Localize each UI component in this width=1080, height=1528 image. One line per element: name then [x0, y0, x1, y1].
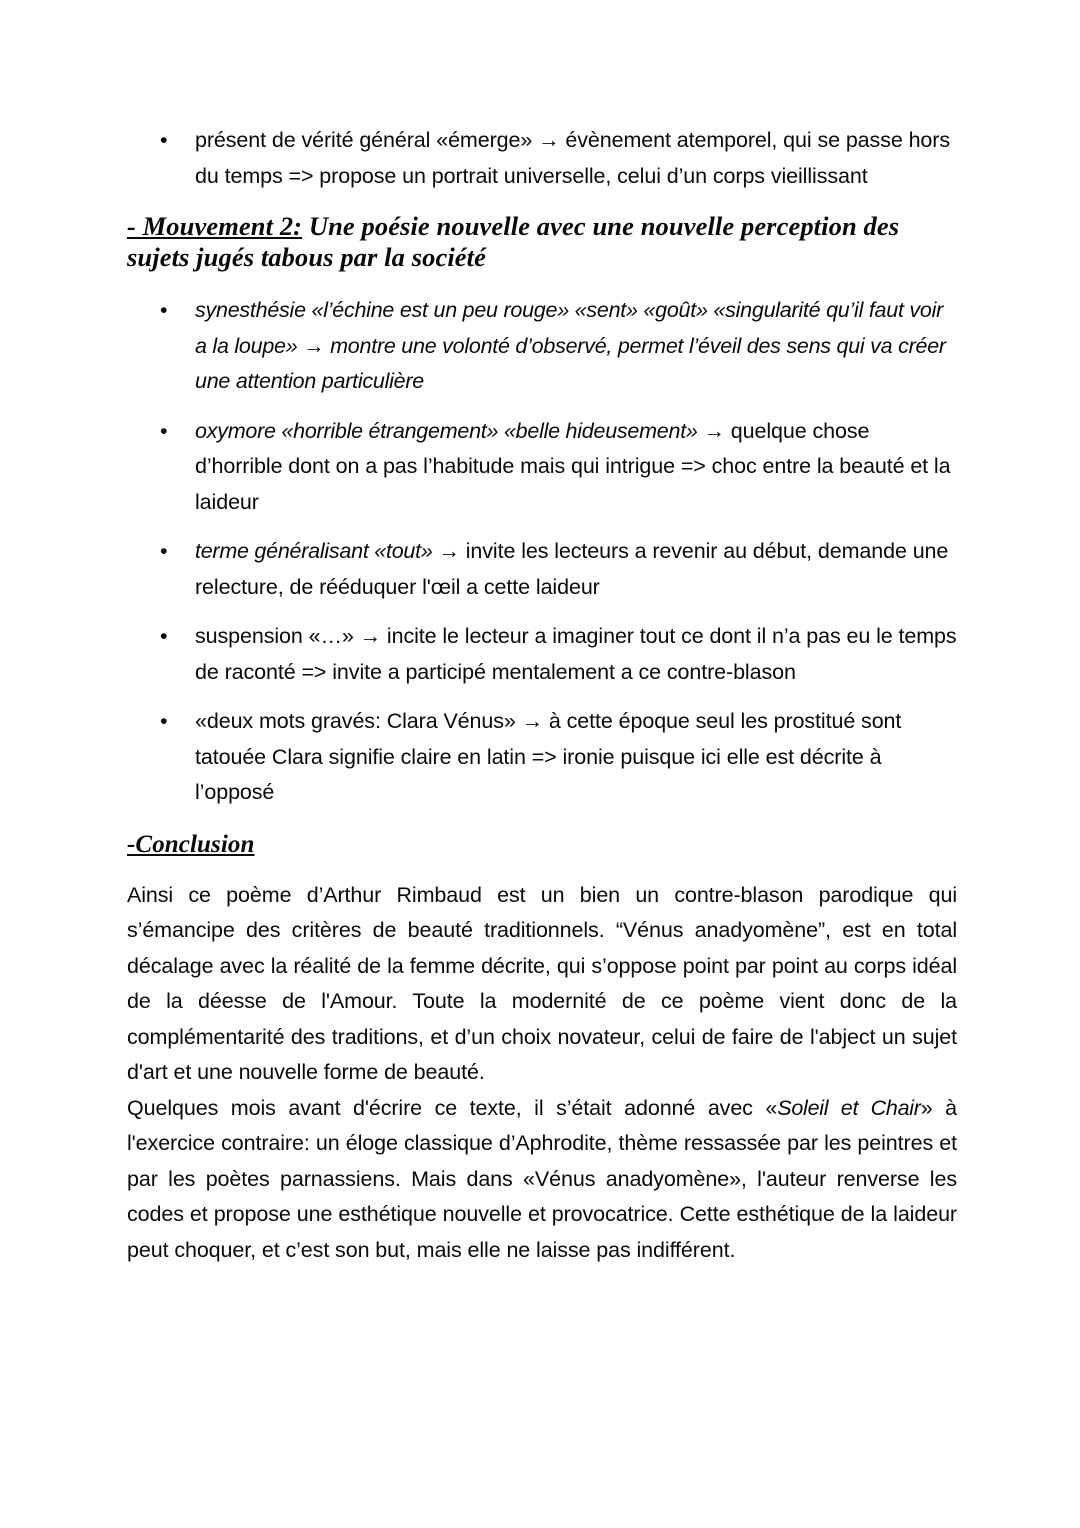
mouvement-2-heading [127, 211, 957, 273]
mouvement-2-heading-underlined: - Mouvement 2: [127, 211, 303, 241]
mouvement-2-heading-rest: Une poésie nouvelle avec une nouvelle perception des sujets jugés tabous par la société [127, 211, 900, 272]
list-item [127, 123, 957, 194]
list-item-text: présent de vérité général «émerge» → évènement atemporel, qui se passe hors du temps => propose un portrait universelle, celui d’un corps vieillissant [195, 128, 950, 188]
list-item-text: → quelque chose d’horrible dont on a pas l’habitude mais qui intrigue => choc entre la beauté et la laideur [195, 418, 951, 514]
bullet-marker-icon: • [160, 539, 168, 563]
conclusion-paragraph-1 [127, 878, 957, 1091]
bullet-marker-icon: • [160, 709, 168, 733]
list-item-emphasis: terme généralisant «tout» [195, 539, 433, 563]
list-item-emphasis: oxymore «horrible étrangement» «belle hideusement» [195, 418, 698, 443]
bullet-list-mouvement-2 [127, 293, 957, 811]
list-item-text: suspension «…» → incite le lecteur a imaginer tout ce dont il n’a pas eu le temps de raconté => invite a participé mentalement a ce contre-blason [195, 624, 957, 684]
bullet-list-top [127, 123, 957, 194]
conclusion-heading-text: -Conclusion [127, 830, 255, 858]
document-content [127, 123, 957, 1268]
conclusion-paragraph-1-text: Ainsi ce poème d’Arthur Rimbaud est un bien un contre-blason parodique qui s’émancipe des critères de beauté traditionnels. “Vénus anadyomène”, est en total décalage avec la réalité de la femme décrite, qui s’oppose point par point au corps idéal de la déesse de l'Amour. Toute la modernité de ce poème vient donc de la complémentarité des traditions, et d’un choix novateur, celui de faire de l'abject un sujet d'art et une nouvelle forme de beauté. [127, 882, 957, 1084]
conclusion-paragraph-2 [127, 1091, 957, 1269]
conclusion-paragraph-2-lead: Quelques mois avant d'écrire ce texte, il s’était adonné avec « [127, 1095, 778, 1120]
list-item-text: → invite les lecteurs a revenir au début, demande une relecture, de rééduquer l'œil a cette laideur [195, 539, 949, 599]
bullet-marker-icon: • [160, 298, 168, 322]
conclusion-heading [127, 829, 957, 860]
list-item [127, 619, 957, 690]
list-item [127, 704, 957, 811]
work-title-soleil-et-chair: Soleil et Chair [777, 1095, 921, 1120]
conclusion-paragraph-2-tail: » à l'exercice contraire: un éloge classique d’Aphrodite, thème ressassée par les peintres et par les poètes parnassiens. Mais dans «Vénus anadyomène», l'auteur renverse les codes et propose une esthétique nouvelle et provocatrice. Cette esthétique de la laideur peut choquer, et c’est son but, mais elle ne laisse pas indifférent. [127, 1095, 957, 1262]
bullet-marker-icon: • [160, 624, 168, 648]
list-item-text: «deux mots gravés: Clara Vénus» → à cette époque seul les prostitué sont tatouée Clara signifie claire en latin => ironie puisque ici elle est décrite à l’opposé [195, 709, 902, 804]
list-item [127, 534, 957, 605]
bullet-marker-icon: • [160, 128, 168, 152]
bullet-marker-icon: • [160, 418, 168, 443]
list-item [127, 293, 957, 400]
list-item [127, 414, 957, 521]
list-item-emphasis: synesthésie «l’échine est un peu rouge» «sent» «goût» «singularité qu’il faut voir a la loupe» → montre une volonté d’observé, permet l’éveil des sens qui va créer une attention particulière [195, 298, 946, 393]
